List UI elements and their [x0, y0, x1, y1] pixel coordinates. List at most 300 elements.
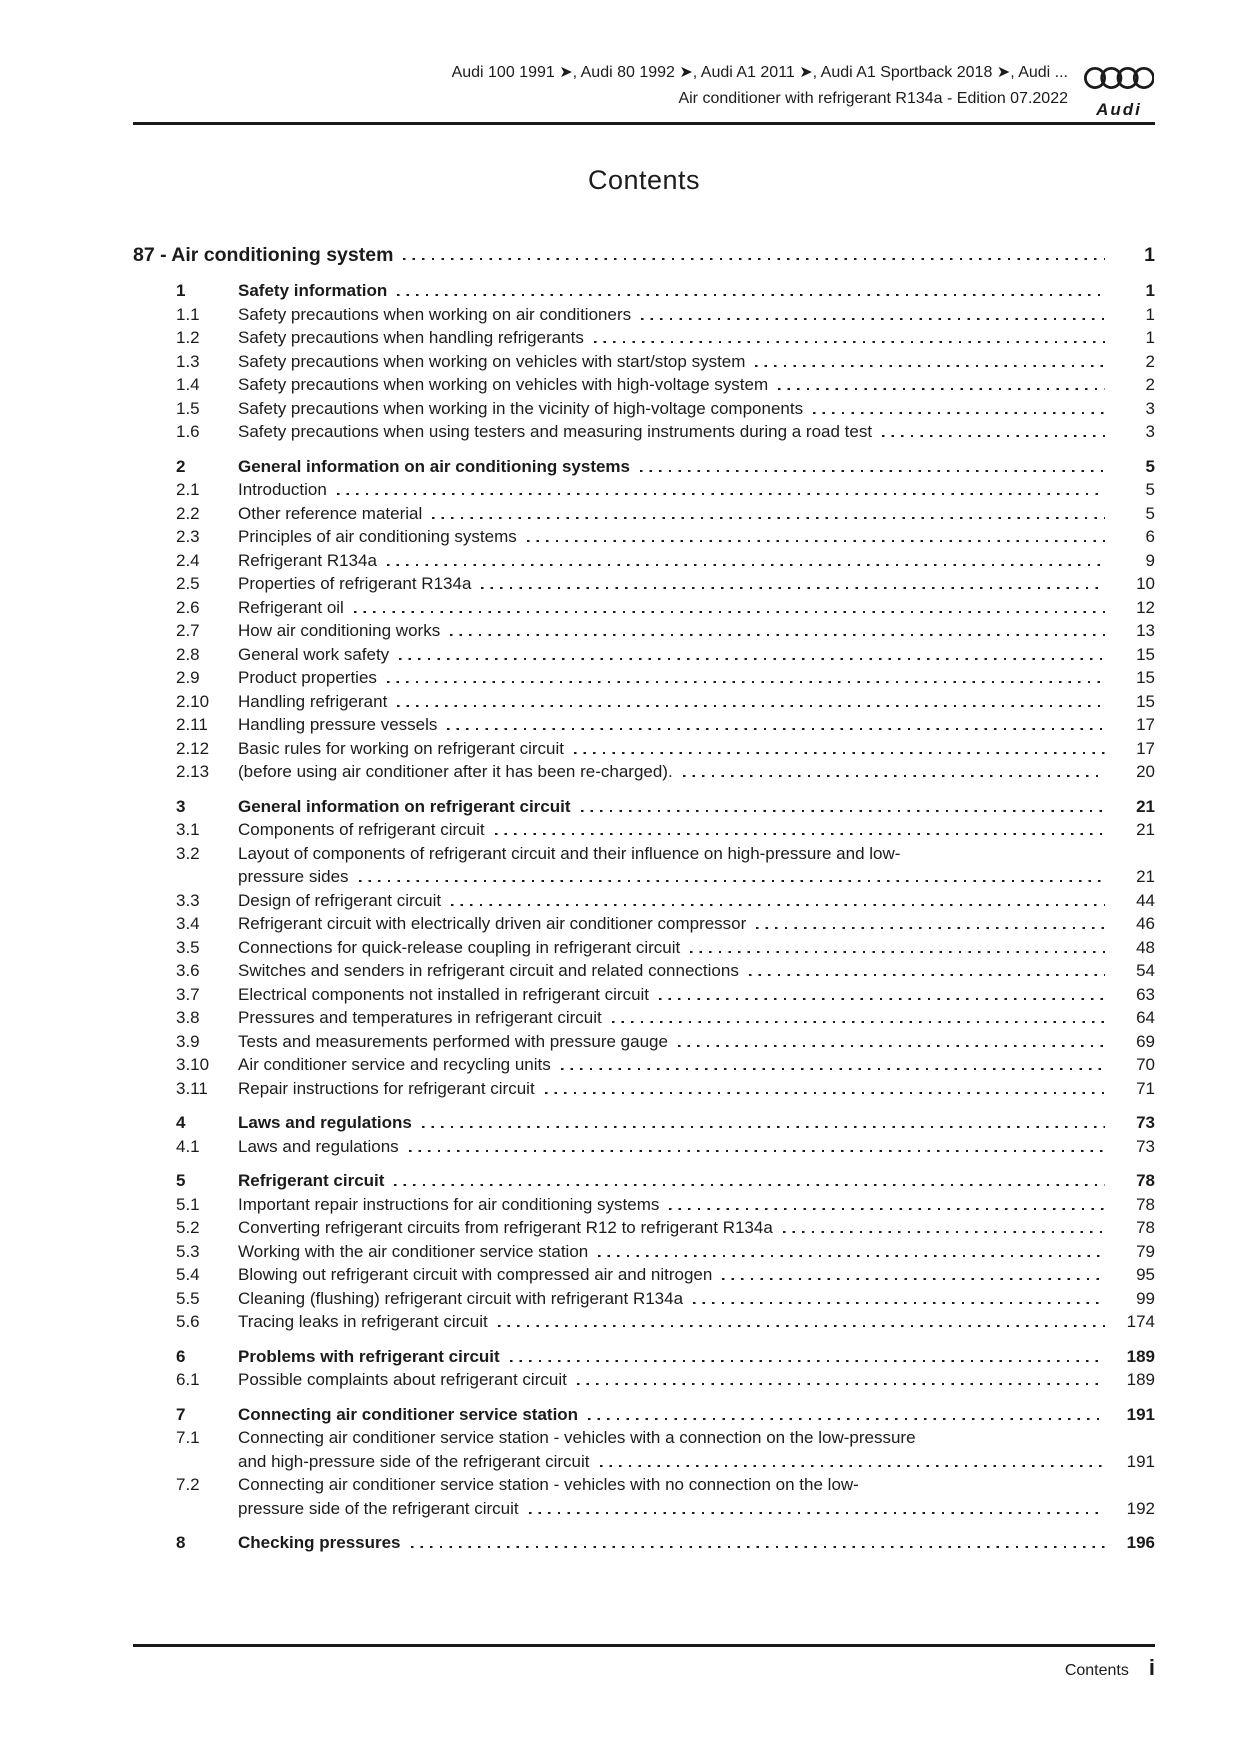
toc-entry-number: 1.3 [176, 351, 200, 371]
toc-entry-title: Possible complaints about refrigerant circuit [238, 1370, 567, 1389]
toc-entry [133, 1216, 1155, 1240]
toc-entry-title: Safety precautions when working on vehicles with start/stop system [238, 351, 746, 371]
toc-entry-number: 2.3 [176, 527, 200, 546]
header-rule [133, 122, 1155, 125]
dot-leader [641, 303, 1105, 327]
toc-entry-number: 6.1 [176, 1370, 200, 1389]
toc-entry [133, 1135, 1155, 1159]
toc-entry-body [238, 795, 1155, 819]
toc-entry [133, 350, 1155, 374]
toc-entry-number: 5.3 [176, 1241, 200, 1261]
toc-entry-number: 2.2 [176, 503, 200, 523]
dot-leader [498, 1310, 1105, 1334]
header-models-line: Audi 100 1991 ➤, Audi 80 1992 ➤, Audi A1 2011 ➤, Audi A1 Sportback 2018 ➤, Audi ... [451, 64, 1068, 81]
toc-entry-number: 3.9 [176, 1031, 200, 1051]
dot-leader [447, 713, 1105, 737]
dot-leader [397, 690, 1105, 714]
toc-entry-title: Safety precautions when using testers and measuring instruments during a road test [238, 422, 873, 441]
toc-entry-title: Refrigerant oil [238, 597, 344, 617]
toc-entry-page: 6 [1145, 527, 1155, 546]
dot-leader [529, 1497, 1105, 1521]
toc-entry-title: General work safety [238, 644, 390, 664]
toc-entry-body [238, 502, 1155, 526]
toc-entry-body [238, 303, 1155, 327]
toc-entry-body [238, 420, 1155, 444]
toc-entry-body [238, 666, 1155, 690]
toc-entry [133, 1310, 1155, 1334]
toc-entry-number: 1.4 [176, 375, 200, 394]
toc-entry-body [238, 619, 1155, 643]
toc-entry-title: Handling pressure vessels [238, 715, 438, 734]
toc-entry [133, 572, 1155, 596]
toc-entry-page: 191 [1126, 1404, 1155, 1424]
dot-leader [683, 760, 1105, 784]
toc-entry-title: General information on refrigerant circuit [238, 796, 571, 816]
toc-entry-number: 4 [176, 1113, 186, 1132]
toc-entry-number: 2.9 [176, 668, 200, 687]
toc-entry [133, 303, 1155, 327]
dot-leader [337, 478, 1105, 502]
toc-entry-body [238, 737, 1155, 761]
toc-entry-number: 3.11 [176, 1078, 208, 1098]
toc-entry-page: 73 [1136, 1136, 1155, 1156]
toc-entry [133, 397, 1155, 421]
toc-entry-page: 21 [1136, 796, 1155, 816]
toc-entry [133, 1111, 1155, 1135]
toc-entry-page: 15 [1136, 691, 1155, 711]
audi-wordmark: Audi [1096, 100, 1142, 119]
toc-entry-page: 78 [1136, 1218, 1155, 1237]
toc-entry-body [238, 1310, 1155, 1334]
toc-entry-body [238, 455, 1155, 479]
toc-entry-number: 3.2 [176, 843, 200, 863]
toc-entry [133, 279, 1155, 303]
toc-entry-title: Other reference material [238, 503, 423, 523]
toc-entry-title: Pressures and temperatures in refrigerant circuit [238, 1008, 602, 1027]
toc-entry-body [238, 889, 1155, 913]
toc-entry-body [238, 1473, 1155, 1520]
toc-entry-title: Properties of refrigerant R134a [238, 574, 472, 593]
toc-entry-page: 5 [1145, 480, 1155, 499]
toc-entry-title: Converting refrigerant circuits from refrigerant R12 to refrigerant R134a [238, 1218, 773, 1237]
toc-entry [133, 373, 1155, 397]
toc-entry [133, 1077, 1155, 1101]
dot-leader [545, 1077, 1105, 1101]
toc-entry-body [238, 373, 1155, 397]
toc-entry-body [238, 760, 1155, 784]
dot-leader [432, 502, 1105, 526]
toc-entry-title: Blowing out refrigerant circuit with compressed air and nitrogen [238, 1265, 713, 1284]
toc-entry-title: Components of refrigerant circuit [238, 820, 485, 839]
toc-entry-number: 3.1 [176, 820, 200, 839]
toc-entry-body [238, 326, 1155, 350]
toc-entry-number: 2.11 [176, 715, 208, 734]
toc-entry [133, 502, 1155, 526]
toc-entry-body [238, 1240, 1155, 1264]
toc-entry-number: 1 [176, 281, 186, 300]
dot-leader [397, 279, 1105, 303]
toc-entry-page: 10 [1136, 574, 1155, 593]
toc-entry-body [238, 690, 1155, 714]
toc-entry [133, 1169, 1155, 1193]
toc-entry-number: 2 [176, 456, 186, 476]
toc-entry-body [238, 959, 1155, 983]
toc-entry-number: 3.3 [176, 890, 200, 910]
toc-entry-body [238, 643, 1155, 667]
toc-entry-page: 1 [1145, 281, 1155, 300]
toc-entry [133, 737, 1155, 761]
toc-entry [133, 983, 1155, 1007]
toc-entry-body [238, 572, 1155, 596]
toc-entry-body [238, 1077, 1155, 1101]
toc-entry-number: 3.7 [176, 984, 200, 1004]
dot-leader [577, 1368, 1105, 1392]
toc-entry-body [238, 983, 1155, 1007]
toc-entry-page: 63 [1136, 984, 1155, 1004]
dot-leader [640, 455, 1105, 479]
toc-entry [133, 1193, 1155, 1217]
footer-rule [133, 1644, 1155, 1647]
toc-entry-page: 46 [1136, 914, 1155, 933]
toc-entry-body [238, 596, 1155, 620]
toc-entry-page: 78 [1136, 1194, 1155, 1214]
page-header [133, 0, 1155, 120]
toc-entry-title: Laws and regulations [238, 1113, 412, 1132]
dot-leader [510, 1345, 1105, 1369]
dot-leader [755, 350, 1105, 374]
toc-entry-title: How air conditioning works [238, 621, 441, 640]
audi-rings-icon [1083, 57, 1155, 99]
toc-entry [133, 1345, 1155, 1369]
toc-entry-title: Important repair instructions for air conditioning systems [238, 1194, 660, 1214]
toc-entry-page: 99 [1136, 1288, 1155, 1308]
toc-entry-title: Safety information [238, 281, 388, 300]
toc-entry-number: 1.1 [176, 304, 200, 324]
toc-entry-title: Cleaning (flushing) refrigerant circuit with refrigerant R134a [238, 1288, 684, 1308]
toc-entry [133, 326, 1155, 350]
toc-entry-title: Air conditioner service and recycling units [238, 1055, 551, 1074]
toc-entry-title: Safety precautions when handling refrigerants [238, 328, 584, 347]
dot-leader [783, 1216, 1105, 1240]
dot-leader [450, 619, 1105, 643]
footer-section-label: Contents [1064, 1662, 1129, 1679]
header-edition-line: Air conditioner with refrigerant R134a - Edition 07.2022 [678, 90, 1068, 107]
toc-entry-title: Refrigerant circuit with electrically driven air conditioner compressor [238, 914, 747, 933]
toc-entry-body [238, 1368, 1155, 1392]
toc-entry-body [238, 525, 1155, 549]
dot-leader [527, 525, 1105, 549]
toc-entry-title: General information on air conditioning systems [238, 456, 631, 476]
toc-entry-page: 5 [1145, 503, 1155, 523]
toc-entry-page: 69 [1136, 1031, 1155, 1051]
toc-entry-body [238, 549, 1155, 573]
toc-entry-body [238, 1111, 1155, 1135]
dot-leader [561, 1053, 1105, 1077]
dot-leader [813, 397, 1105, 421]
dot-leader [394, 1169, 1105, 1193]
dot-leader [422, 1111, 1105, 1135]
toc-entry-number: 5 [176, 1171, 186, 1190]
toc-entry-body [238, 279, 1155, 303]
toc-entry [133, 690, 1155, 714]
toc-entry-page: 15 [1136, 668, 1155, 687]
toc-entry-body [238, 842, 1155, 889]
dot-leader [693, 1287, 1105, 1311]
toc-entry-page: 9 [1145, 550, 1155, 570]
toc-entry-title: Tests and measurements performed with pressure gauge [238, 1031, 668, 1051]
toc-entry [133, 1368, 1155, 1392]
toc-entry-number: 2.1 [176, 480, 200, 499]
toc-entry-title: Handling refrigerant [238, 691, 388, 711]
toc-entry-page: 5 [1145, 456, 1155, 476]
toc-entry-page: 1 [1145, 304, 1155, 324]
toc-entry [133, 713, 1155, 737]
toc-entry [133, 1473, 1155, 1520]
toc-entry-page: 44 [1136, 890, 1155, 910]
toc-entry-title: Design of refrigerant circuit [238, 890, 442, 910]
toc-entry-number: 2.10 [176, 691, 210, 711]
dot-leader [387, 666, 1105, 690]
toc-entry-title: Basic rules for working on refrigerant circuit [238, 738, 564, 758]
toc-entry-title: Connections for quick-release coupling in refrigerant circuit [238, 937, 681, 957]
toc-entry-page: 20 [1136, 762, 1155, 781]
toc-entry-title: Tracing leaks in refrigerant circuit [238, 1312, 488, 1331]
toc-entry-page: 79 [1136, 1241, 1155, 1261]
toc-entry-number: 4.1 [176, 1136, 200, 1156]
dot-leader [387, 549, 1105, 573]
toc-entry-number: 2.4 [176, 550, 200, 570]
toc-entry [133, 1403, 1155, 1427]
toc-entry-body [238, 1263, 1155, 1287]
toc-entry-body [238, 350, 1155, 374]
dot-leader [495, 818, 1105, 842]
toc-entry-page: 189 [1126, 1346, 1155, 1366]
dot-leader [778, 373, 1105, 397]
toc-entry [133, 1426, 1155, 1473]
toc-entry [133, 795, 1155, 819]
toc-entry [133, 959, 1155, 983]
toc-entry-body [238, 1426, 1155, 1473]
toc-entry-title: Checking pressures [238, 1533, 401, 1552]
toc-entry [133, 1030, 1155, 1054]
toc-entry-title: Problems with refrigerant circuit [238, 1346, 500, 1366]
header-text [133, 57, 1083, 112]
toc-entry [133, 842, 1155, 889]
toc-entry-body [238, 1345, 1155, 1369]
toc-entry [133, 912, 1155, 936]
toc-entry-number: 3.10 [176, 1055, 210, 1074]
toc-entry-title: pressure side of the refrigerant circuit [238, 1498, 519, 1518]
toc-entry-title: (before using air conditioner after it has been re-charged). [238, 762, 673, 781]
dot-leader [678, 1030, 1105, 1054]
dot-leader [598, 1240, 1105, 1264]
toc-entry [133, 1240, 1155, 1264]
toc-entry-body [238, 1287, 1155, 1311]
toc-entry-page: 2 [1145, 351, 1155, 371]
dot-leader [588, 1403, 1105, 1427]
toc-entry-page: 64 [1136, 1008, 1155, 1027]
toc-entry-title: Product properties [238, 668, 377, 687]
toc-entry-title: Switches and senders in refrigerant circuit and related connections [238, 961, 739, 980]
toc-entry-page: 192 [1126, 1498, 1155, 1518]
toc-entry-number: 2.7 [176, 621, 200, 640]
toc-list [133, 242, 1155, 1555]
toc-entry [133, 478, 1155, 502]
toc-entry-page: 191 [1126, 1451, 1155, 1471]
page-footer [1065, 1655, 1155, 1681]
toc-entry [133, 1006, 1155, 1030]
toc-entry-title: Connecting air conditioner service station [238, 1404, 579, 1424]
toc-entry [133, 760, 1155, 784]
toc-entry [133, 1263, 1155, 1287]
toc-entry-body [238, 936, 1155, 960]
toc-entry-number: 2.12 [176, 738, 210, 758]
toc-entry-body [238, 1403, 1155, 1427]
toc-entry-number: 5.6 [176, 1312, 200, 1331]
footer-page-number: i [1148, 1655, 1155, 1680]
dot-leader [359, 865, 1105, 889]
page-title: Contents [587, 165, 701, 195]
dot-leader [581, 795, 1105, 819]
toc-entry-body [238, 1135, 1155, 1159]
dot-leader [612, 1006, 1105, 1030]
dot-leader [600, 1450, 1105, 1474]
toc-entry-body [238, 1169, 1155, 1193]
toc-entry-body [238, 1193, 1155, 1217]
dot-leader [756, 912, 1105, 936]
toc-entry [133, 596, 1155, 620]
toc-entry [133, 1053, 1155, 1077]
dot-leader [722, 1263, 1105, 1287]
toc-entry-title: Safety precautions when working in the vicinity of high-voltage components [238, 398, 804, 418]
toc-entry-title: Safety precautions when working on air conditioners [238, 304, 632, 324]
dot-leader [594, 326, 1105, 350]
toc-entry-page: 196 [1126, 1533, 1155, 1552]
toc-entry-title: 87 - Air conditioning system [133, 244, 394, 266]
toc-entry-body [238, 1006, 1155, 1030]
toc-entry-page: 1 [1145, 328, 1155, 347]
toc-entry-body [238, 818, 1155, 842]
toc-entry-page: 12 [1136, 597, 1155, 617]
toc-entry-title: Connecting air conditioner service station - vehicles with no connection on the low- [238, 1475, 859, 1494]
toc-entry-number: 5.1 [176, 1194, 200, 1214]
toc-entry-body [238, 397, 1155, 421]
toc-entry-number: 3.6 [176, 961, 200, 980]
toc-entry-number: 6 [176, 1346, 186, 1366]
toc-entry [133, 643, 1155, 667]
toc-entry-number: 7.2 [176, 1475, 200, 1494]
toc-entry-body [238, 1216, 1155, 1240]
toc-entry-page: 95 [1136, 1265, 1155, 1284]
toc-entry [133, 619, 1155, 643]
toc-entry-number: 3 [176, 796, 186, 816]
toc-entry-number: 1.6 [176, 422, 200, 441]
toc-entry [133, 1531, 1155, 1555]
toc-entry-page: 70 [1136, 1055, 1155, 1074]
dot-leader [659, 983, 1105, 1007]
dot-leader [354, 596, 1105, 620]
toc-entry-page: 15 [1136, 644, 1155, 664]
dot-leader [451, 889, 1105, 913]
toc-entry-page: 13 [1136, 621, 1155, 640]
dot-leader [399, 643, 1105, 667]
dot-leader [882, 420, 1105, 444]
toc-entry-number: 5.5 [176, 1288, 200, 1308]
toc-entry-title: Safety precautions when working on vehicles with high-voltage system [238, 375, 769, 394]
toc-entry-number: 7 [176, 1404, 186, 1424]
toc-entry-page: 48 [1136, 937, 1155, 957]
toc-entry [133, 1287, 1155, 1311]
toc-entry-number: 3.5 [176, 937, 200, 957]
toc-entry [133, 420, 1155, 444]
toc-entry-page: 21 [1136, 820, 1155, 839]
toc-entry-number: 2.8 [176, 644, 200, 664]
toc-entry-page: 3 [1145, 422, 1155, 441]
toc-entry-page: 73 [1136, 1113, 1155, 1132]
toc-entry-title: Working with the air conditioner service station [238, 1241, 589, 1261]
toc-entry-body [238, 1030, 1155, 1054]
toc-entry-body [238, 713, 1155, 737]
toc-entry-title: Repair instructions for refrigerant circuit [238, 1078, 535, 1098]
toc-entry-number: 2.5 [176, 574, 200, 593]
toc-entry [133, 549, 1155, 573]
toc-entry-body [133, 242, 1155, 268]
toc-entry-title: Introduction [238, 480, 327, 499]
dot-leader [669, 1193, 1105, 1217]
toc-entry-number: 2.6 [176, 597, 200, 617]
toc-entry-title: pressure sides [238, 867, 349, 886]
toc-entry-number: 7.1 [176, 1428, 200, 1447]
toc-entry-body [238, 1053, 1155, 1077]
toc-entry [133, 889, 1155, 913]
toc-entry [133, 666, 1155, 690]
toc-entry-page: 2 [1145, 375, 1155, 394]
toc-entry-page: 78 [1136, 1171, 1155, 1190]
toc-entry-page: 17 [1136, 715, 1155, 734]
toc-entry-title: Refrigerant circuit [238, 1171, 385, 1190]
toc-entry-page: 174 [1126, 1312, 1155, 1331]
brand-logo [1083, 57, 1155, 120]
toc-entry-body [238, 478, 1155, 502]
toc-entry-page: 3 [1145, 398, 1155, 418]
toc-entry-body [238, 912, 1155, 936]
toc-entry-number: 5.2 [176, 1218, 200, 1237]
toc-entry-title: and high-pressure side of the refrigerant circuit [238, 1451, 590, 1471]
toc-entry-number: 1.2 [176, 328, 200, 347]
dot-leader [690, 936, 1105, 960]
dot-leader [481, 572, 1105, 596]
toc-entry-title: Layout of components of refrigerant circuit and their influence on high-pressure and low- [238, 843, 901, 863]
toc-entry-page: 54 [1136, 961, 1155, 980]
toc-entry-number: 2.13 [176, 762, 210, 781]
dot-leader [403, 242, 1105, 268]
toc-entry-number: 5.4 [176, 1265, 200, 1284]
toc-entry-title: Refrigerant R134a [238, 550, 377, 570]
toc-entry-title: Laws and regulations [238, 1136, 399, 1156]
toc-entry-number: 3.4 [176, 914, 200, 933]
toc-entry [133, 242, 1155, 268]
toc-entry-body [238, 1531, 1155, 1555]
toc-entry-number: 8 [176, 1533, 186, 1552]
toc-entry-page: 71 [1136, 1078, 1155, 1098]
toc-entry-page: 1 [1144, 244, 1155, 266]
toc-entry-title: Connecting air conditioner service station - vehicles with a connection on the low-pressure [238, 1428, 916, 1447]
toc-entry-page: 17 [1136, 738, 1155, 758]
dot-leader [574, 737, 1105, 761]
toc-entry-page: 21 [1136, 867, 1155, 886]
toc-entry [133, 455, 1155, 479]
dot-leader [749, 959, 1105, 983]
